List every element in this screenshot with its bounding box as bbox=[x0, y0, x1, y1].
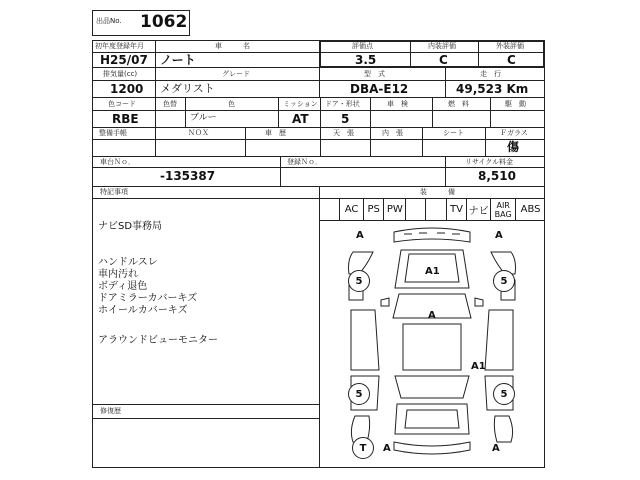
drive-label: 駆 動 bbox=[505, 100, 526, 108]
displacement-label: 排気量(cc) bbox=[103, 70, 138, 78]
lot-number: 1062 bbox=[140, 12, 188, 32]
remark-line: ホイールカバーキズ bbox=[98, 305, 188, 316]
color-code-label: 色コード bbox=[108, 100, 136, 108]
damage-mark-rear-left: A bbox=[383, 443, 391, 454]
doors-value: 5 bbox=[341, 112, 350, 126]
equipment-blank-2 bbox=[425, 198, 446, 221]
equipment-row bbox=[339, 198, 545, 221]
interior-trim-label: 内 張 bbox=[382, 129, 403, 137]
equipment-airbag: AIR BAG bbox=[490, 198, 515, 221]
chassis-value: -135387 bbox=[160, 169, 216, 183]
glass-label: Ｆガラス bbox=[500, 129, 528, 137]
equipment-ps: PS bbox=[363, 198, 383, 221]
equipment-pw: PW bbox=[383, 198, 405, 221]
fuel-label: 燃 料 bbox=[448, 100, 469, 108]
color-code-value: RBE bbox=[112, 112, 139, 126]
damage-mark-bonnet: A1 bbox=[425, 266, 440, 277]
equipment-abs: ABS bbox=[515, 198, 545, 221]
color-label: 色 bbox=[228, 100, 235, 108]
nox-label: ＮＯＸ bbox=[188, 129, 209, 137]
grade-value: メダリスト bbox=[160, 82, 215, 95]
registration-label: 登録Ｎｏ． bbox=[287, 158, 322, 166]
score-value: 3.5 bbox=[355, 53, 377, 67]
tire-front-right: 5 bbox=[493, 270, 515, 292]
transmission-label: ミッション bbox=[283, 100, 318, 108]
damage-mark-front-left: A bbox=[356, 230, 364, 241]
car-name-value: ノート bbox=[160, 53, 196, 67]
car-outline bbox=[319, 220, 545, 468]
tire-rear-right: 5 bbox=[493, 383, 515, 405]
remark-line: ボディ退色 bbox=[98, 281, 148, 292]
remark-line: 車内汚れ bbox=[98, 269, 138, 280]
displacement-value: 1200 bbox=[110, 82, 144, 96]
sunroof-label: 天 張 bbox=[333, 129, 354, 137]
exterior-label: 外装評価 bbox=[496, 42, 524, 50]
car-name-label: 車 名 bbox=[215, 42, 250, 50]
repair-label: 修復歴 bbox=[100, 407, 121, 415]
inspection-label: 車 検 bbox=[387, 100, 408, 108]
remark-line: ハンドルスレ bbox=[98, 257, 158, 268]
interior-value: C bbox=[439, 53, 448, 67]
transmission-value: AT bbox=[292, 112, 309, 126]
color-change-label: 色替 bbox=[163, 100, 177, 108]
mileage-value: 49,523 Km bbox=[456, 82, 529, 96]
monitor-note: アラウンドビューモニター bbox=[98, 335, 218, 346]
exterior-value: C bbox=[507, 53, 516, 67]
damage-mark-front-right: A bbox=[495, 230, 503, 241]
color-value: ブルー bbox=[190, 113, 217, 123]
lot-number-label: 出品No. bbox=[96, 17, 122, 25]
chassis-label: 車台Ｎｏ． bbox=[100, 158, 135, 166]
score-label: 評価点 bbox=[352, 42, 373, 50]
doors-label: ドア・形状 bbox=[325, 100, 360, 108]
grade-label: グレード bbox=[222, 70, 250, 78]
tire-rear-left: 5 bbox=[348, 383, 370, 405]
equipment-blank-1 bbox=[405, 198, 424, 221]
damage-mark-rear-right: A bbox=[492, 443, 500, 454]
manual-label: 整備手帳 bbox=[99, 129, 127, 137]
remarks-lines bbox=[98, 257, 197, 317]
history-label: 車 歴 bbox=[265, 129, 286, 137]
tire-spare: T bbox=[352, 437, 374, 459]
model-value: DBA-E12 bbox=[350, 82, 409, 96]
interior-label: 内装評価 bbox=[428, 42, 456, 50]
mileage-label: 走 行 bbox=[480, 70, 501, 78]
remark-line: ドアミラーカバーキズ bbox=[98, 293, 198, 304]
tire-front-left: 5 bbox=[348, 270, 370, 292]
year-value: H25/07 bbox=[100, 53, 148, 67]
equipment-tv: TV bbox=[446, 198, 466, 221]
recycle-label: リサイクル料金 bbox=[465, 158, 514, 166]
equipment-navi: ナビ bbox=[466, 198, 490, 221]
year-label: 初年度登録年月 bbox=[95, 42, 144, 50]
remarks-label: 特記事項 bbox=[100, 188, 128, 196]
navi-note: ナビSD事務局 bbox=[98, 221, 163, 232]
car-diagram bbox=[319, 220, 545, 468]
glass-value: 傷 bbox=[507, 140, 520, 154]
equipment-label: 装 備 bbox=[420, 188, 455, 196]
recycle-value: 8,510 bbox=[478, 169, 516, 183]
damage-mark-roof: A bbox=[428, 310, 436, 321]
damage-mark-right-rear-door: A1 bbox=[471, 361, 486, 372]
model-label: 型 式 bbox=[364, 70, 385, 78]
equipment-ac: AC bbox=[339, 198, 363, 221]
seat-label: シート bbox=[443, 129, 464, 137]
